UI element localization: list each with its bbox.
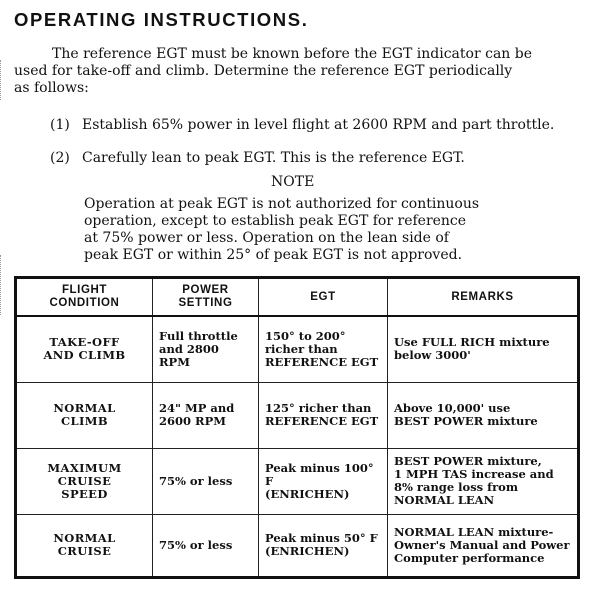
note-line: at 75% power or less. Operation on the lean side of <box>84 230 449 246</box>
note-line: Operation at peak EGT is not authorized for continuous <box>84 196 480 212</box>
cell-condition: MAXIMUM CRUISE SPEED <box>16 448 153 514</box>
step-number: (2) <box>50 150 70 166</box>
table-row <box>16 514 579 577</box>
cell-remarks: Above 10,000' use BEST POWER mixture <box>388 382 579 448</box>
note-line: operation, except to establish peak EGT for reference <box>84 213 467 229</box>
header-remarks: REMARKS <box>388 278 579 317</box>
intro-line: used for take-off and climb. Determine the reference EGT periodically <box>14 63 513 79</box>
header-egt: EGT <box>259 278 388 317</box>
step-2 <box>50 150 465 167</box>
note-line: peak EGT or within 25° of peak EGT is not approved. <box>84 247 463 263</box>
cell-remarks: Use FULL RICH mixture below 3000' <box>388 316 579 382</box>
intro-paragraph <box>14 46 574 97</box>
step-number: (1) <box>50 117 70 133</box>
cell-power: Full throttle and 2800 RPM <box>153 316 259 382</box>
page-title: OPERATING INSTRUCTIONS. <box>14 9 309 30</box>
cell-condition: NORMAL CLIMB <box>16 382 153 448</box>
table-header-row <box>16 278 579 317</box>
table-row <box>16 316 579 382</box>
cell-power: 75% or less <box>153 448 259 514</box>
table-row <box>16 448 579 514</box>
header-power-setting: POWER SETTING <box>153 278 259 317</box>
note-body <box>84 196 504 264</box>
cell-remarks: NORMAL LEAN mixture- Owner's Manual and Power Computer performance <box>388 514 579 577</box>
cell-condition: NORMAL CRUISE <box>16 514 153 577</box>
step-1 <box>50 117 554 134</box>
cell-egt: Peak minus 50° F (ENRICHEN) <box>259 514 388 577</box>
intro-line: The reference EGT must be known before the EGT indicator can be <box>52 46 532 62</box>
table-row <box>16 382 579 448</box>
step-text: Carefully lean to peak EGT. This is the reference EGT. <box>82 150 465 166</box>
cell-egt: Peak minus 100° F (ENRICHEN) <box>259 448 388 514</box>
cell-power: 24" MP and 2600 RPM <box>153 382 259 448</box>
cell-condition: TAKE-OFF AND CLIMB <box>16 316 153 382</box>
scan-mark <box>0 60 5 100</box>
cell-egt: 125° richer than REFERENCE EGT <box>259 382 388 448</box>
scan-mark <box>0 255 5 315</box>
cell-power: 75% or less <box>153 514 259 577</box>
cell-egt: 150° to 200° richer than REFERENCE EGT <box>259 316 388 382</box>
header-flight-condition: FLIGHT CONDITION <box>16 278 153 317</box>
egt-table <box>14 276 580 579</box>
step-text: Establish 65% power in level flight at 2600 RPM and part throttle. <box>82 117 555 133</box>
note-heading: NOTE <box>271 174 315 190</box>
cell-remarks: BEST POWER mixture, 1 MPH TAS increase and 8% range loss from NORMAL LEAN <box>388 448 579 514</box>
intro-line: as follows: <box>14 80 89 96</box>
